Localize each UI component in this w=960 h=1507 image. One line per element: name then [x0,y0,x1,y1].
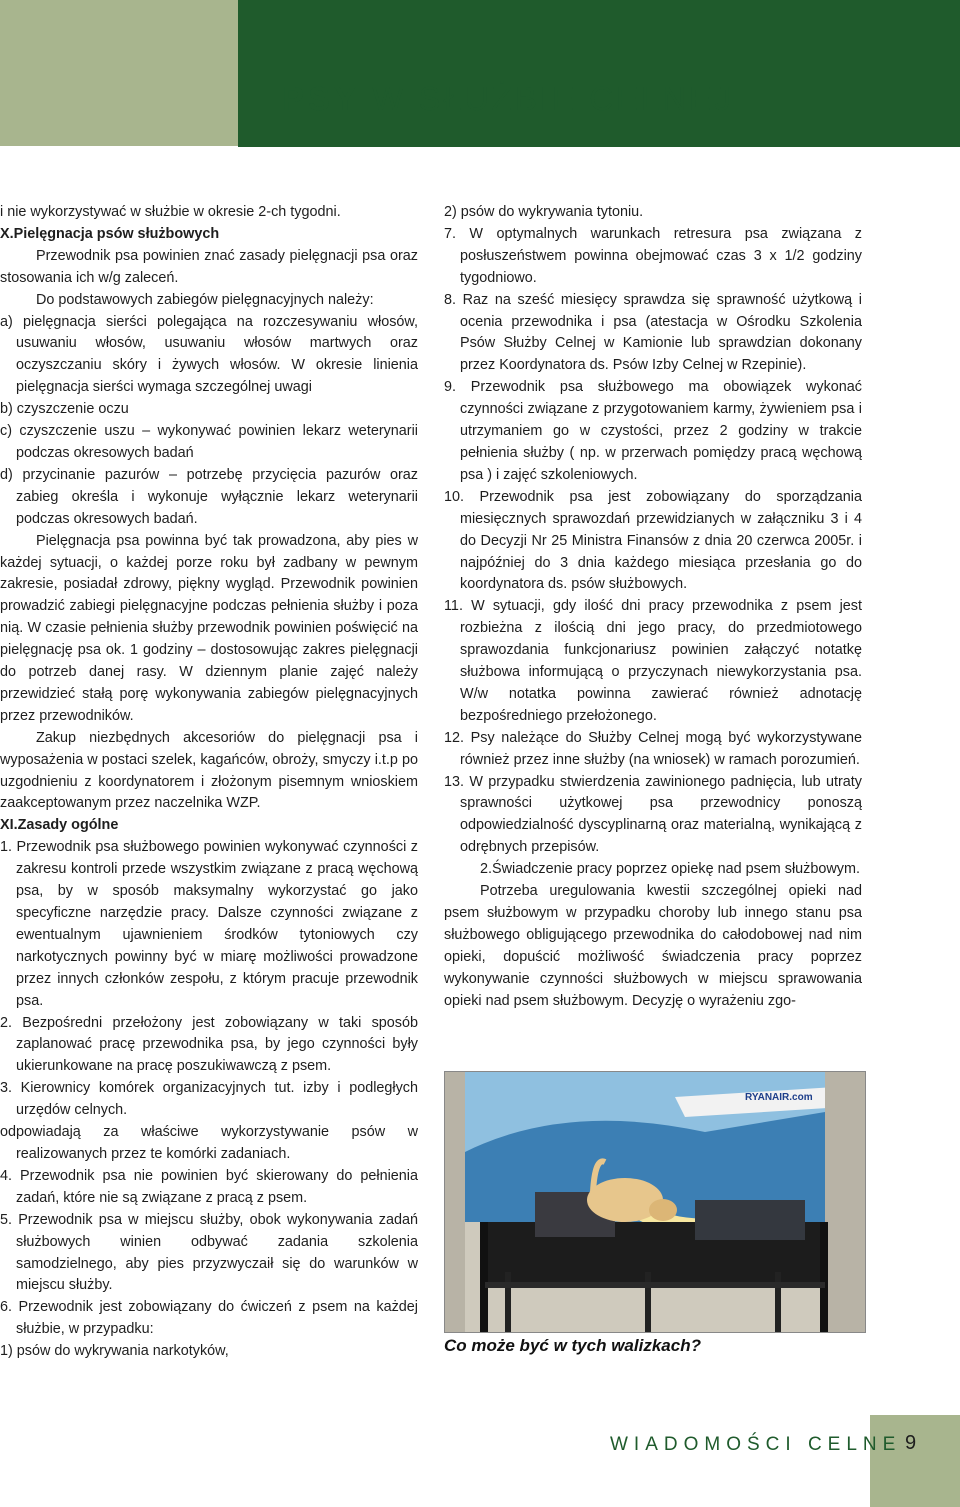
header-band-light [0,0,238,146]
list-item: 8. Raz na sześć miesięcy sprawdza się sprawność użytkową i ocenia przewodnika i psa (atestacja w Ośrodku Szkolenia Psów Służby Celnej w Kamionie lub sprawdzian dokonany przez Koordynatora ds. Psów Izby Celnej w Rzepinie). [444,291,862,374]
section-subheading: 2.Świadczenie pracy poprzez opiekę nad psem służbowym. [480,861,860,878]
list-item: 10. Przewodnik psa jest zobowiązany do sporządzania miesięcznych sprawozdań przewidzianych w załączniku 3 i 4 do Decyzji Nr 25 Ministra Finansów z dnia 20 czerwca 2005r. i najpóźniej do 3 dnia każdego miesiąca przesłania go do koordynatora ds. psów służbowych. [444,488,862,593]
paragraph: Potrzeba uregulowania kwestii szczególnej opieki nad psem służbowym w przypadku choroby lub innego stanu psa służbowego obligującego przewodnika do całodobowej nad nim opieki, dopuścić możliwość świadczenia pracy poprzez wykonywanie czynności służbowych w miejscu sprawowania opieki nad psem służbowym. Decyzję o wyrażeniu zgo- [444,883,862,1009]
header-band-dark [238,0,960,146]
list-item: d) przycinanie pazurów – potrzebę przycięcia pazurów oraz zabieg określa i wykonuje wyłącznie lekarz weterynarii podczas okresowych badań. [0,466,418,527]
list-item: 2) psów do wykrywania tytoniu. [444,204,644,220]
header-rule [238,146,960,147]
photo-illustration [445,1072,865,1332]
paragraph: Do podstawowych zabiegów pielęgnacyjnych należy: [36,291,374,308]
list-item: 12. Psy należące do Służby Celnej mogą być wykorzystywane również przez inne służby (na wniosek) w ramach porozumień. [444,729,862,768]
section-title-rest: W SŁUŻBIE CELNEJ [360,80,734,117]
list-item: a) pielęgnacja sierści polegająca na rozczesywaniu włosów, usuwaniu włosów, usuwaniu włosów martwych oraz oczyszczaniu skóry i żywych włosów. W okresie linienia pielęgnacja sierści wymaga szczególnej uwagi [0,313,418,396]
list-item: b) czyszczenie oczu [0,401,129,418]
right-column [444,202,862,1013]
photo-caption: Co może być w tych walizkach? [444,1336,701,1355]
photo-dog-inspecting-luggage [444,1071,866,1333]
paragraph: i nie wykorzystywać w służbie w okresie 2-ch tygodni. [0,204,341,220]
paragraph: Pielęgnacja psa powinna być tak prowadzona, aby pies w każdej sytuacji, o każdej porze roku był zadbany w pewnym zakresie, posiadał zdrowy, piękny wygląd. Przewodnik powinien prowadzić zabiegi pielęgnacyjne podczas pełnienia służby i poza nią. W czasie pełnienia służby przewodnik powinien poświęcić na pielęgnację psa ok. 1 godziny – dostosowując zakres pielęgnacji do potrzeb danej rasy. W dziennym planie zajęć należy przewidzieć stałą porę wykonywania zabiegów pielęgnacyjnych przez przewodników. [0,532,418,724]
list-item: 4. Przewodnik psa nie powinien być skierowany do pełnienia zadań, które nie są związane z pracą z psem. [0,1167,418,1206]
list-item: 2. Bezpośredni przełożony jest zobowiązany w taki sposób zaplanować pracę przewodnika psa, by jego czynności były ukierunkowane na pracę poszukiwawczą z psem. [0,1014,418,1075]
page-number: 9 [905,1432,917,1454]
list-item: 1. Przewodnik psa służbowego powinien wykonywać czynności z zakresu kontroli przede wszystkim związane z pracą węchową psa, by w sposób maksymalny wykorzystać go jako specyficzne narzędzie pracy. Dalsze czynności związane z ewentualnym ujawnieniem środków tytoniowych czy narkotycznych powinny być w miarę możliwości prowadzone przez innych członków zespołu, z którym pracuje przewodnik psa. [0,839,418,1009]
list-item: 6. Przewodnik jest zobowiązany do ćwiczeń z psem na każdej służbie, w przypadku: [0,1299,418,1338]
list-item: 1) psów do wykrywania narkotyków, [0,1343,229,1360]
paragraph: odpowiadają za właściwe wykorzystywanie psów w realizowanych przez te komórki zadaniach. [0,1124,418,1162]
list-item: 5. Przewodnik psa w miejscu służby, obok wykonywania zadań służbowych winien odbywać zadania szkolenia samodzielnego, aby pies przyzwyczaił się do warunków w miejscu służby. [0,1211,418,1294]
section-heading: XI.Zasady ogólne [0,817,119,834]
paragraph: Przewodnik psa powinien znać zasady pielęgnacji psa oraz stosowania ich w/g zaleceń. [0,247,418,286]
footer-band [870,1415,960,1507]
paragraph: Zakup niezbędnych akcesoriów do pielęgnacji psa i wyposażenia w postaci szelek, kagańców, obroży, smyczy i.t.p po uzgodnieniu z koordynatorem i złożonym pisemnym wnioskiem zaakceptowanym przez naczelnika WZP. [0,729,418,812]
section-heading: X.Pielęgnacja psów służbowych [0,225,220,242]
poster-brand: RYANAIR.com [745,1092,813,1103]
list-item: 3. Kierownicy komórek organizacyjnych tut. izby i podległych urzędów celnych. [0,1080,418,1119]
list-item: 9. Przewodnik psa służbowego ma obowiązek wykonać czynności związane z przygotowaniem karmy, żywieniem psa i utrzymaniem go w czystości, przez 2 godziny w trakcie pełnienia służby ( np. w przerwach pomiędzy pracą węchową psa ) i zajęć szkoleniowych. [444,379,862,483]
list-item: c) czyszczenie uszu – wykonywać powinien lekarz weterynarii podczas okresowych badań [0,423,418,461]
list-item: 13. W przypadku stwierdzenia zawinionego padnięcia, lub utraty sprawności użytkowej psa przewodnicy ponoszą odpowiedzialność dyscyplinarną oraz materialną, wynikającą z odrębnych przepisów. [444,773,862,856]
section-title-bold: PSY [282,80,361,117]
left-column [0,202,418,1363]
list-item: 7. W optymalnych warunkach retresura psa związana z posłuszeństwem powinna obejmować czas 3 x 1/2 godziny tygodniowo. [444,225,862,286]
list-item: 11. W sytuacji, gdy ilość dni pracy przewodnika z psem jest rozbieżna z ilością dni jego pracy, do przedmiotowego sprawozdania funkcjonariusz powinien załączyć notatkę służbowa informującą o przyczynach niewykorzystania psa. W/w notatka powinna zawierać również adnotację bezpośredniego przełożonego. [444,598,862,724]
section-title [282,80,734,118]
magazine-title: WIADOMOŚCI CELNE [610,1434,902,1455]
